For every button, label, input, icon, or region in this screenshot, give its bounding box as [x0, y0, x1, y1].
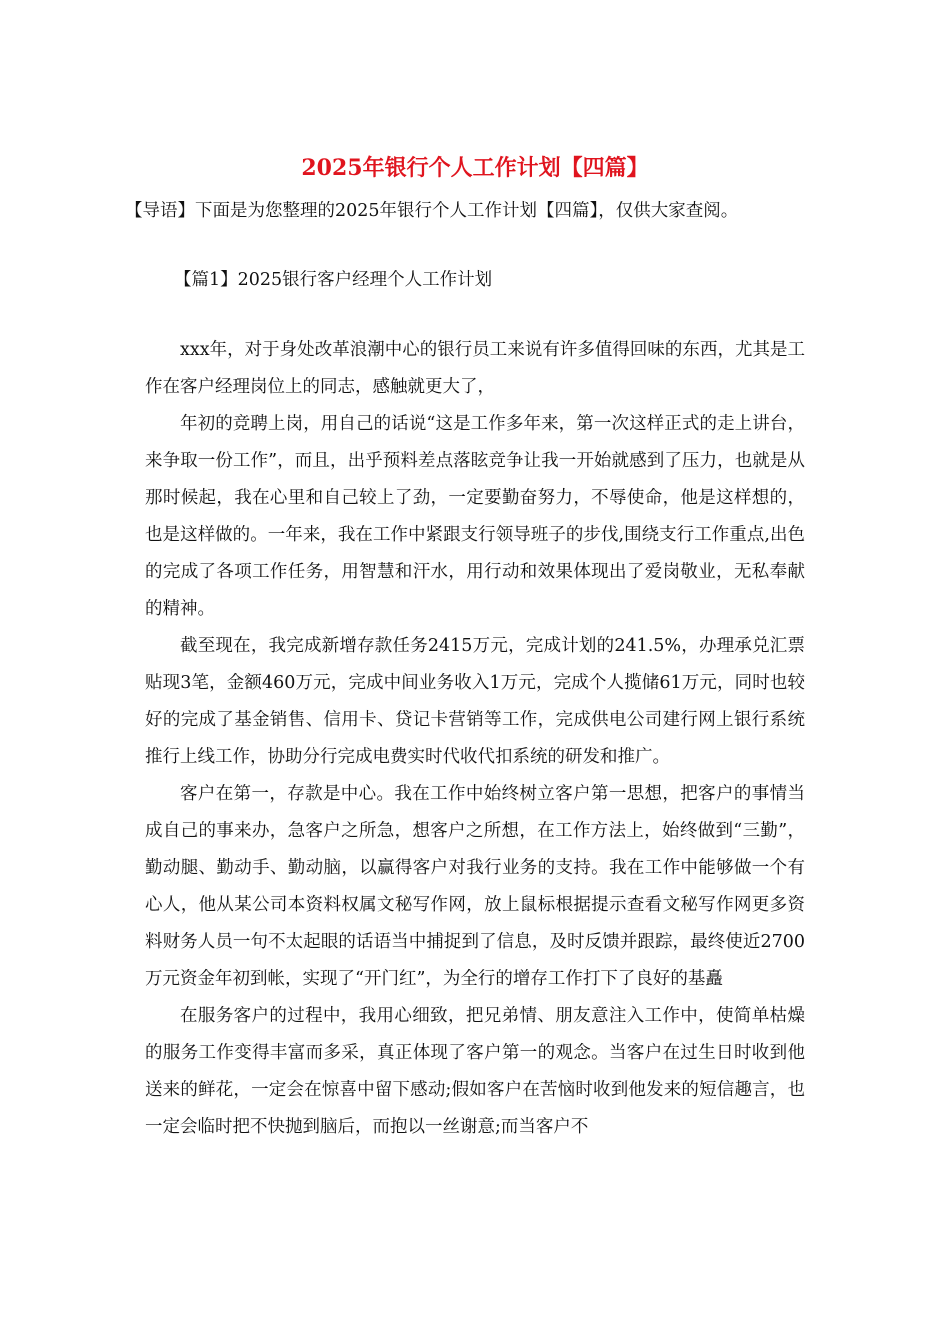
paragraph: 在服务客户的过程中，我用心细致，把兄弟情、朋友意注入工作中，使简单枯燥的服务工作变得丰富而多采，真正体现了客户第一的观念。当客户在过生日时收到他送来的鲜花，一定会在惊喜中留下感动;假如客户在苦恼时收到他发来的短信趣言，也一定会临时把不快抛到脑后，而抱以一丝谢意;而当客户不 — [145, 1006, 805, 1137]
paragraph: xxx年，对于身处改革浪潮中心的银行员工来说有许多值得回味的东西，尤其是工作在客户经理岗位上的同志，感触就更大了， — [145, 340, 805, 397]
document-title: 2025年银行个人工作计划【四篇】 — [301, 155, 649, 181]
section-heading: 【篇1】2025银行客户经理个人工作计划 — [174, 270, 493, 290]
paragraph: 年初的竞聘上岗，用自己的话说“这是工作多年来，第一次这样正式的走上讲台，来争取一份工作”，而且，出乎预料差点落眩竞争让我一开始就感到了压力，也就是从那时候起，我在心里和自己较上了劲，一定要勤奋努力，不辱使命，他是这样想的，也是这样做的。一年来，我在工作中紧跟支行领导班子的步伐,围绕支行工作重点,出色的完成了各项工作任务，用智慧和汗水，用行动和效果体现出了爱岗敬业，无私奉献的精神。 — [145, 414, 805, 619]
body-text — [145, 332, 805, 1146]
intro-text: 【导语】下面是为您整理的2025年银行个人工作计划【四篇】，仅供大家查阅。 — [125, 201, 739, 221]
paragraph: 截至现在，我完成新增存款任务2415万元，完成计划的241.5%，办理承兑汇票贴现3笔，金额460万元，完成中间业务收入1万元，完成个人揽储61万元，同时也较好的完成了基金销售、信用卡、贷记卡营销等工作，完成供电公司建行网上银行系统推行上线工作，协助分行完成电费实时代收代扣系统的研发和推广。 — [145, 636, 805, 767]
paragraph: 客户在第一，存款是中心。我在工作中始终树立客户第一思想，把客户的事情当成自己的事来办，急客户之所急，想客户之所想，在工作方法上，始终做到“三勤”，勤动腿、勤动手、勤动脑，以赢得客户对我行业务的支持。我在工作中能够做一个有心人，他从某公司本资料权属文秘写作网，放上鼠标根据提示查看文秘写作网更多资料财务人员一句不太起眼的话语当中捕捉到了信息，及时反馈并跟踪，最终使近2700万元资金年初到帐，实现了“开门红”，为全行的增存工作打下了良好的基矗 — [145, 784, 805, 989]
